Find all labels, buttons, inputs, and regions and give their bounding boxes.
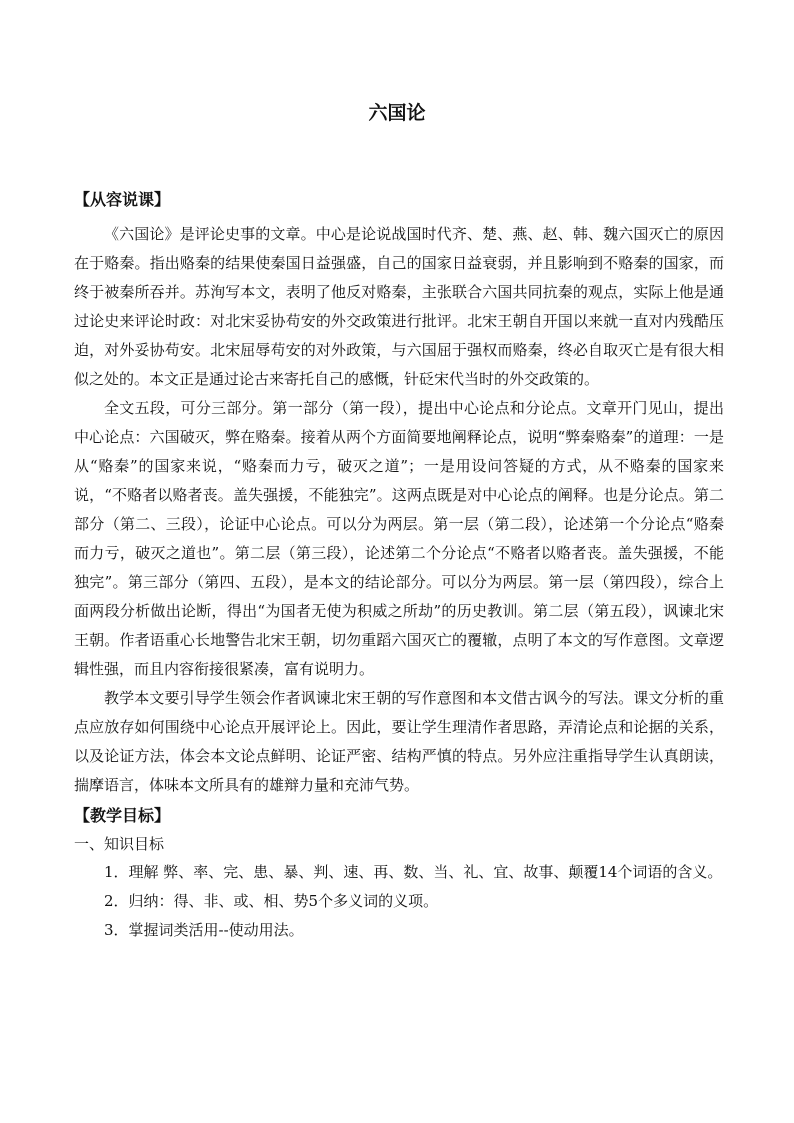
document-body: [74, 186, 724, 945]
subheading-knowledge-goals: 一、知识目标: [74, 835, 165, 853]
list-item: 3．掌握词类活用--使动用法。: [104, 921, 304, 939]
paragraph: 全文五段，可分三部分。第一部分（第一段），提出中心论点和分论点。文章开门见山，提出中心论点：六国破灭，弊在赂秦。接着从两个方面简要地阐释论点，说明“弊秦赂秦”的道理：一是从“赂秦”的国家来说，“赂秦而力亏，破灭之道”；一是用设问答疑的方式，从不赂秦的国家来说，“不赂者以赂者丧。盖失强援，不能独完”。这两点既是对中心论点的阐释。也是分论点。第二部分（第二、三段），论证中心论点。可以分为两层。第一层（第二段），论述第一个分论点“赂秦而力亏，破灭之道也”。第二层（第三段），论述第二个分论点“不赂者以赂者丧。盖失强援，不能独完”。第三部分（第四、五段），是本文的结论部分。可以分为两层。第一层（第四段），综合上面两段分析做出论断，得出“为国者无使为积威之所劫”的历史教训。第二层（第五段），讽谏北宋王朝。作者语重心长地警告北宋王朝，切勿重蹈六国灭亡的覆辙，点明了本文的写作意图。文章逻辑性强，而且内容衔接很紧凑，富有说明力。: [74, 399, 724, 678]
paragraph: 《六国论》是评论史事的文章。中心是论说战国时代齐、楚、燕、赵、韩、魏六国灭亡的原因在于赂秦。指出赂秦的结果使秦国日益强盛，自己的国家日益衰弱，并且影响到不赂秦的国家，而终于被秦所吞并。苏洵写本文，表明了他反对赂秦，主张联合六国共同抗秦的观点，实际上他是通过论史来评论时政：对北宋妥协苟安的外交政策进行批评。北宋王朝自开国以来就一直对内残酷压迫，对外妥协苟安。北宋屈辱苟安的对外政策，与六国屈于强权而赂秦，终必自取灭亡是有很大相似之处的。本文正是通过论古来寄托自己的感慨，针砭宋代当时的外交政策的。: [74, 225, 724, 388]
document-title: 六国论: [368, 102, 426, 124]
list-item: 2．归纳：得、非、或、相、势5个多义词的义项。: [104, 892, 439, 910]
section-heading-teaching-goals: 【教学目标】: [74, 806, 171, 825]
section-heading-lesson-talk: 【从容说课】: [74, 190, 171, 209]
list-item: 1．理解 弊、率、完、患、暴、判、速、再、数、当、礼、宜、故事、颠覆14个词语的含义。: [104, 863, 723, 881]
paragraph: 教学本文要引导学生领会作者讽谏北宋王朝的写作意图和本文借古讽今的写法。课文分析的重点应放存如何围绕中心论点开展评论上。因此，要让学生理清作者思路，弄清论点和论据的关系，以及论证方法，体会本文论点鲜明、论证严密、结构严慎的特点。另外应注重指导学生认真朗读，揣摩语言，体味本文所具有的雄辩力量和充沛气势。: [74, 689, 724, 794]
